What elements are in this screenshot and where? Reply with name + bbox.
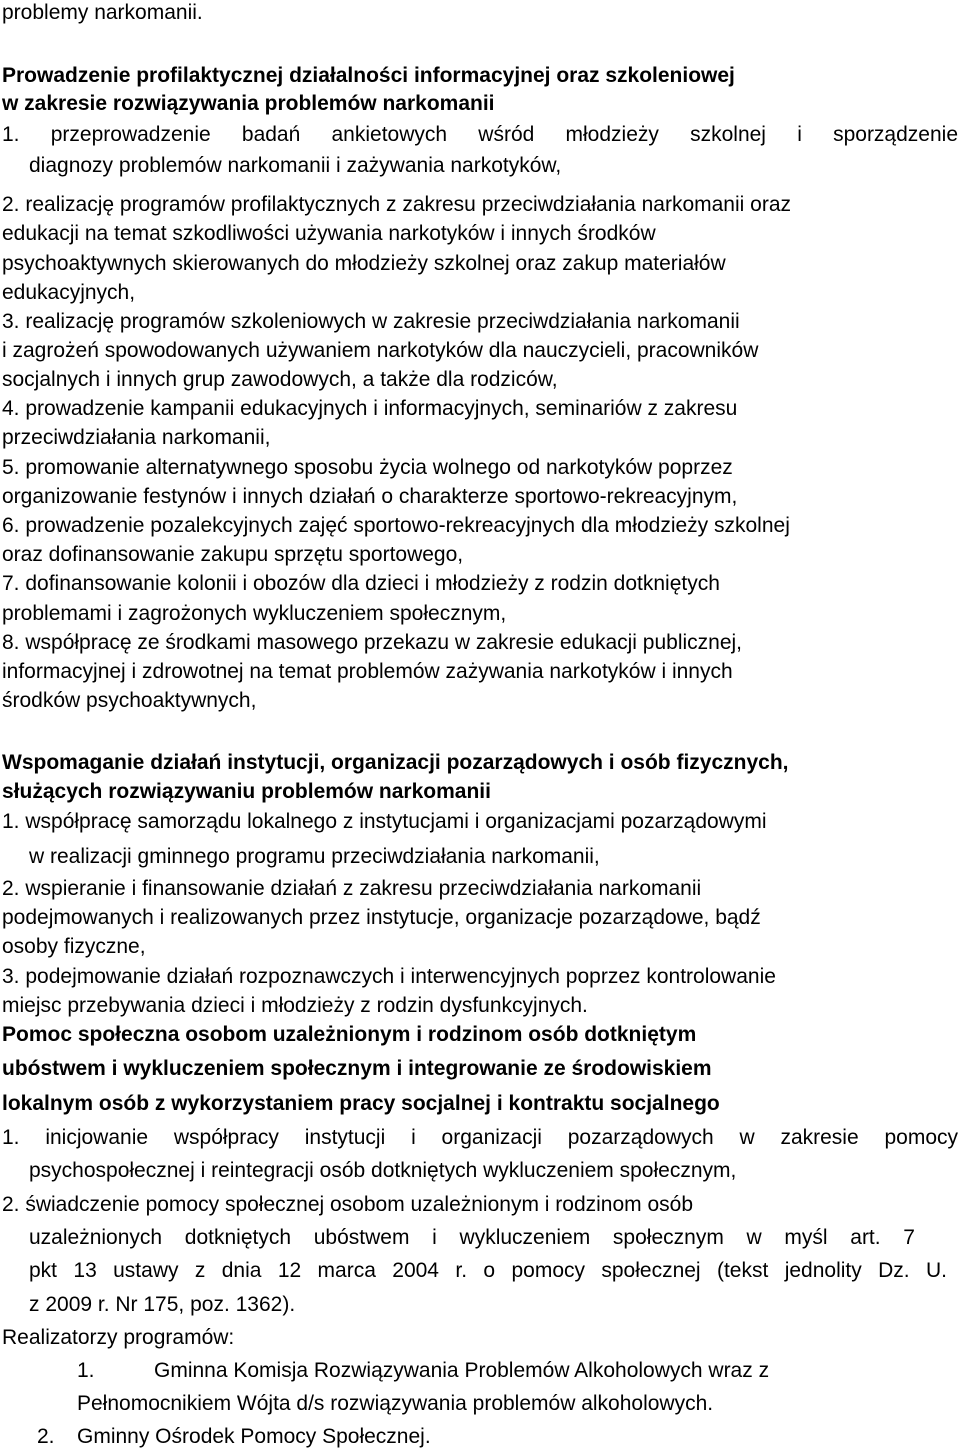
list-item: 3. realizację programów szkoleniowych w zakresie przeciwdziałania narkomanii	[2, 310, 740, 333]
section-heading: Pomoc społeczna osobom uzależnionym i rodzinom osób dotkniętym	[2, 1023, 697, 1046]
list-item: z 2009 r. Nr 175, poz. 1362).	[29, 1293, 296, 1316]
list-item: oraz dofinansowanie zakupu sprzętu sportowego,	[2, 543, 464, 566]
list-item: 5. promowanie alternatywnego sposobu życia wolnego od narkotyków poprzez	[2, 456, 733, 479]
section-heading: lokalnym osób z wykorzystaniem pracy socjalnej i kontraktu socjalnego	[2, 1092, 720, 1115]
list-item: 1. współpracę samorządu lokalnego z instytucjami i organizacjami pozarządowymi	[2, 810, 767, 833]
list-item: 2. wspieranie i finansowanie działań z zakresu przeciwdziałania narkomanii	[2, 877, 702, 900]
list-number: 2.	[37, 1425, 55, 1448]
list-item: osoby fizyczne,	[2, 935, 146, 958]
list-item: w realizacji gminnego programu przeciwdziałania narkomanii,	[29, 845, 600, 868]
intro-line: problemy narkomanii.	[2, 1, 203, 24]
list-item: Pełnomocnikiem Wójta d/s rozwiązywania problemów alkoholowych.	[77, 1392, 714, 1415]
list-item: organizowanie festynów i innych działań o charakterze sportowo-rekreacyjnym,	[2, 485, 738, 508]
list-item: uzależnionych dotkniętych ubóstwem i wykluczeniem społecznym w myśl art. 7	[29, 1226, 915, 1249]
list-item: psychospołecznej i reintegracji osób dotkniętych wykluczeniem społecznym,	[29, 1159, 737, 1182]
list-item: 7. dofinansowanie kolonii i obozów dla dzieci i młodzieży z rodzin dotkniętych	[2, 572, 720, 595]
list-item: diagnozy problemów narkomanii i zażywania narkotyków,	[29, 154, 562, 177]
list-item: informacyjnej i zdrowotnej na temat problemów zażywania narkotyków i innych	[2, 660, 733, 683]
section-heading: Wspomaganie działań instytucji, organizacji pozarządowych i osób fizycznych,	[2, 751, 789, 774]
section-heading: ubóstwem i wykluczeniem społecznym i integrowanie ze środowiskiem	[2, 1057, 712, 1080]
list-number: 1.	[77, 1359, 95, 1382]
list-item: przeciwdziałania narkomanii,	[2, 426, 271, 449]
list-item: Gminny Ośrodek Pomocy Społecznej.	[77, 1425, 431, 1448]
list-item: 8. współpracę ze środkami masowego przekazu w zakresie edukacji publicznej,	[2, 631, 743, 654]
list-item: 1. inicjowanie współpracy instytucji i organizacji pozarządowych w zakresie pomocy	[2, 1126, 958, 1149]
list-item: 4. prowadzenie kampanii edukacyjnych i informacyjnych, seminariów z zakresu	[2, 397, 738, 420]
list-item: 3. podejmowanie działań rozpoznawczych i interwencyjnych poprzez kontrolowanie	[2, 965, 776, 988]
list-item: pkt 13 ustawy z dnia 12 marca 2004 r. o pomocy społecznej (tekst jednolity Dz. U.	[29, 1259, 947, 1282]
list-item: 1. przeprowadzenie badań ankietowych wśród młodzieży szkolnej i sporządzenie	[2, 123, 958, 146]
realizers-label: Realizatorzy programów:	[2, 1326, 235, 1349]
section-heading: Prowadzenie profilaktycznej działalności informacyjnej oraz szkoleniowej	[2, 64, 735, 87]
list-item: podejmowanych i realizowanych przez instytucje, organizacje pozarządowe, bądź	[2, 906, 761, 929]
list-item: Gminna Komisja Rozwiązywania Problemów Alkoholowych wraz z	[154, 1359, 770, 1382]
list-item: 2. realizację programów profilaktycznych z zakresu przeciwdziałania narkomanii oraz	[2, 193, 791, 216]
list-item: socjalnych i innych grup zawodowych, a także dla rodziców,	[2, 368, 558, 391]
list-item: edukacji na temat szkodliwości używania narkotyków i innych środków	[2, 222, 656, 245]
list-item: edukacyjnych,	[2, 281, 136, 304]
section-heading: służących rozwiązywaniu problemów narkomanii	[2, 780, 491, 803]
list-item: środków psychoaktywnych,	[2, 689, 257, 712]
list-item: miejsc przebywania dzieci i młodzieży z rodzin dysfunkcyjnych.	[2, 994, 588, 1017]
list-item: psychoaktywnych skierowanych do młodzieży szkolnej oraz zakup materiałów	[2, 252, 726, 275]
list-item: 2. świadczenie pomocy społecznej osobom uzależnionym i rodzinom osób	[2, 1193, 694, 1216]
list-item: problemami i zagrożonych wykluczeniem społecznym,	[2, 602, 507, 625]
section-heading: w zakresie rozwiązywania problemów narkomanii	[2, 92, 495, 115]
list-item: i zagrożeń spowodowanych używaniem narkotyków dla nauczycieli, pracowników	[2, 339, 759, 362]
list-item: 6. prowadzenie pozalekcyjnych zajęć sportowo-rekreacyjnych dla młodzieży szkolnej	[2, 514, 790, 537]
